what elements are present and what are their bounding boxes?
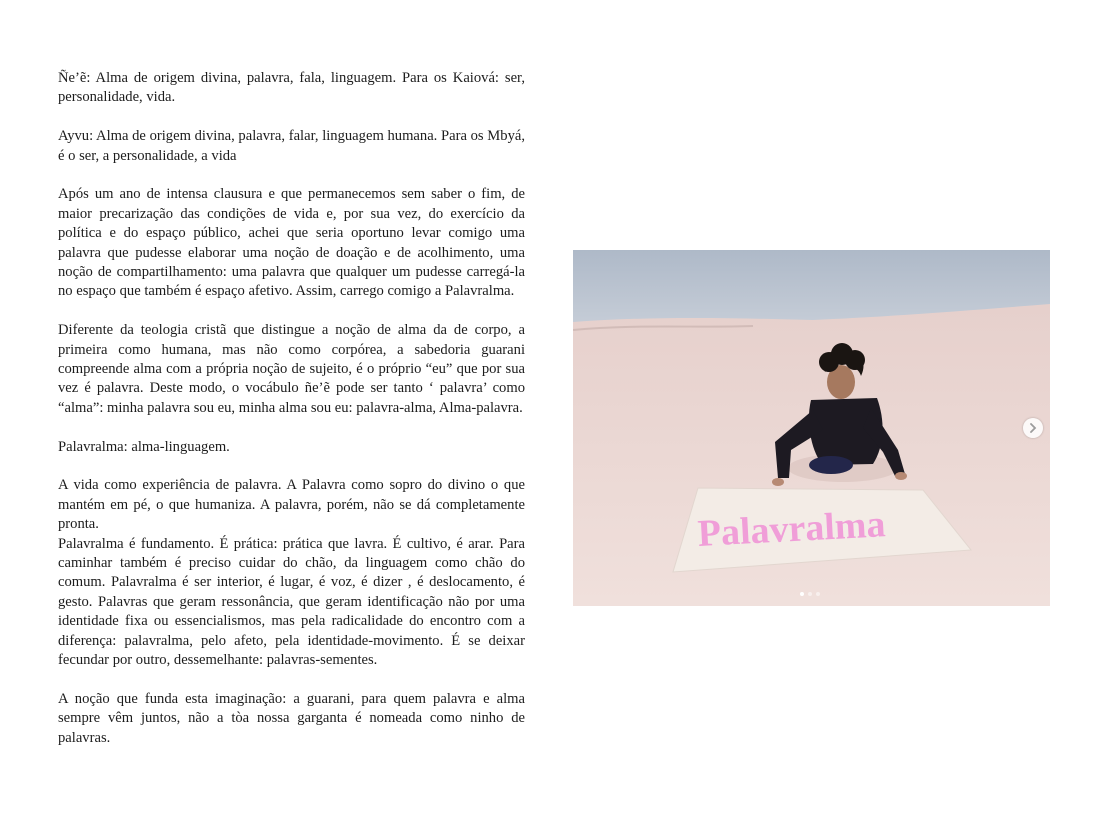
- paragraph: Após um ano de intensa clausura e que permanecemos sem saber o fim, de maior precarização das condições de vida e, por sua vez, do exercício da política e do espaço público, achei que seria oportuno levar comigo uma palavra que pudesse elaborar uma noção de doação e de acolhimento, uma noção de compartilhamento: uma palavra que qualquer um pudesse carregá-la no espaço que também é espaço afetivo. Assim, carrego comigo a Palavralma.: [58, 186, 525, 300]
- towel-lettering: Palavralma: [696, 503, 887, 555]
- beach-photo: [573, 250, 1050, 606]
- paragraph: Palavralma: alma-linguagem.: [58, 438, 230, 455]
- carousel-dot[interactable]: [808, 592, 812, 596]
- carousel-dot[interactable]: [800, 592, 804, 596]
- carousel-dot[interactable]: [816, 592, 820, 596]
- carousel-next-button[interactable]: [1023, 418, 1043, 438]
- photo-carousel[interactable]: [573, 250, 1050, 606]
- paragraph: A vida como experiência de palavra. A Palavra como sopro do divino o que mantém em pé, o que humaniza. A palavra, porém, não se dá completamente pronta.: [58, 477, 525, 533]
- article-text: [58, 69, 525, 748]
- paragraph: A noção que funda esta imaginação: a guarani, para quem palavra e alma sempre vêm juntos, não a tòa nossa garganta é nomeada como ninho de palavras.: [58, 690, 525, 746]
- paragraph: Diferente da teologia cristã que distingue a noção de alma da de corpo, a primeira como humana, mas não como corpórea, a sabedoria guarani compreende alma com a própria noção de sujeito, é o próprio “eu” que por sua vez é palavra. Deste modo, o vocábulo ñe’ẽ pode ser tanto ‘ palavra’ como “alma”: minha palavra sou eu, minha alma sou eu: palavra-alma, Alma-palavra.: [58, 322, 525, 416]
- paragraph: Ñe’ẽ: Alma de origem divina, palavra, fala, linguagem. Para os Kaiová: ser, personalidade, vida.: [58, 70, 525, 106]
- paragraph: Ayvu: Alma de origem divina, palavra, falar, linguagem humana. Para os Mbyá, é o ser, a personalidade, a vida: [58, 128, 525, 164]
- chevron-right-icon: [1028, 423, 1038, 433]
- carousel-pagination-dots: [800, 592, 820, 596]
- paragraph: Palavralma é fundamento. É prática: prática que lavra. É cultivo, é arar. Para caminhar também é preciso cuidar do chão, da linguagem como chão do comum. Palavralma é ser interior, é lugar, é voz, é dizer , é deslocamento, é gesto. Palavras que geram ressonância, que geram identificação não por uma identidade fixa ou essencialismos, mas pela radicalidade do encontro com a diferença: palavralma, pelo afeto, pela identidade-movimento. É se deixar fecundar por outro, dessemelhante: palavras-sementes.: [58, 535, 525, 669]
